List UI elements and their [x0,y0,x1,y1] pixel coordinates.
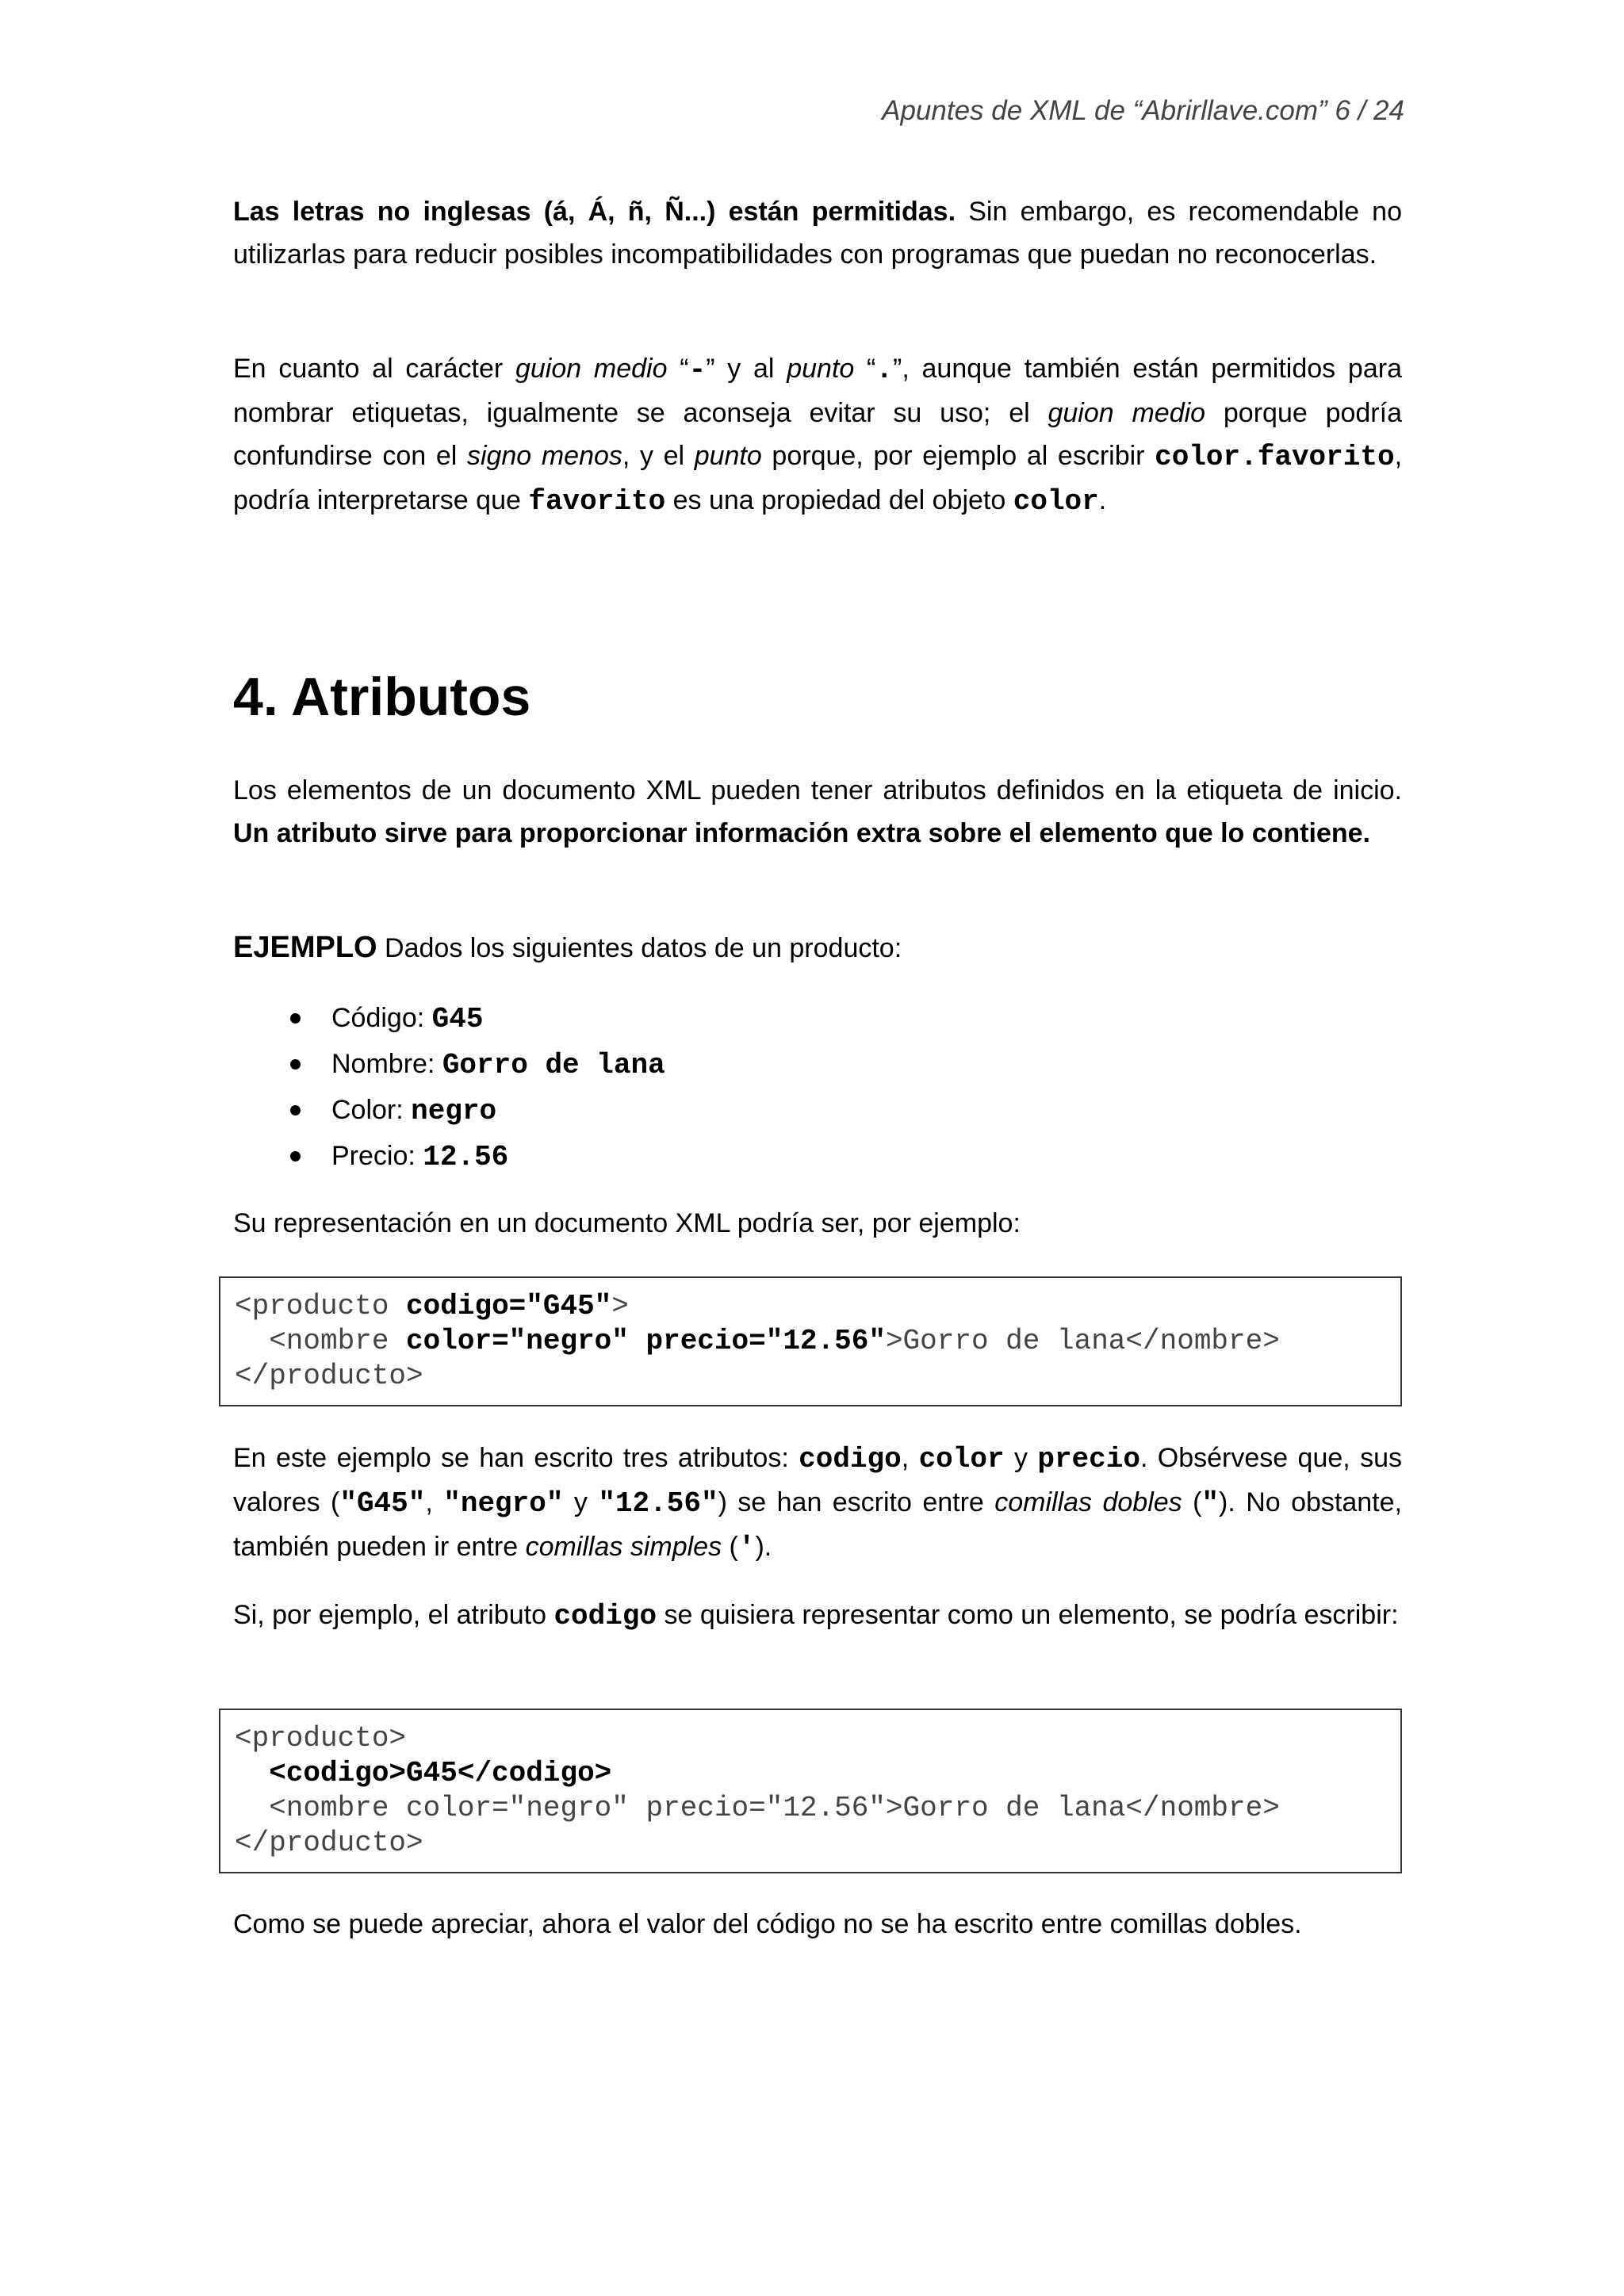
code-text: <producto> [235,1722,407,1755]
text: , [425,1487,444,1517]
code-inline: "12.56" [598,1487,718,1520]
text: Dados los siguientes datos de un producto: [377,933,902,963]
bullet-icon [290,1151,301,1161]
text: y [1004,1443,1038,1473]
page-header [882,95,1404,127]
paragraph-attributes-intro [233,769,1402,855]
italic-term: signo menos [466,441,622,471]
code-text: </producto> [235,1827,423,1859]
item-value: G45 [431,1003,484,1035]
italic-term: comillas simples [525,1532,722,1562]
italic-term: comillas dobles [994,1487,1182,1517]
text: es una propiedad del objeto [665,485,1013,515]
text: . [1098,485,1107,515]
item-value: Gorro de lana [442,1049,665,1081]
code-text: </producto> [235,1360,423,1392]
text: , y el [622,441,695,471]
text: ” y al [706,354,787,384]
list-item [233,1134,1402,1180]
text: En este ejemplo se han escrito tres atributos: [233,1443,799,1473]
paragraph-text: Sin embargo, es recomendable no utilizarlas para reducir posibles incompatibilidades con programas que puedan no reconocerlas. [233,197,1403,270]
code-text: <nombre [235,1325,407,1357]
paragraph-attributes-explained [233,1437,1402,1570]
text: ”, aunque también están permitidos para nombrar etiquetas, igualmente se aconseja evitar su uso; el [233,354,1402,428]
list-item [233,1088,1402,1134]
italic-term: punto [694,441,762,471]
item-value: 12.56 [423,1141,509,1173]
item-label: Color: [331,1095,412,1125]
bullet-icon [290,1105,301,1115]
text: Si, por ejemplo, el atributo [233,1600,554,1630]
section-heading: 4. Atributos [233,667,531,727]
text: Los elementos de un documento XML pueden tener atributos definidos en la etiqueta de inicio. [233,775,1402,806]
list-item [233,996,1402,1042]
code-text: <nombre color="negro" precio="12.56">Gorro de lana</nombre> [235,1792,1280,1824]
code-inline: . [875,354,893,386]
paragraph-representation: Su representación en un documento XML podría ser, por ejemplo: [233,1208,1021,1238]
text: “ [667,354,689,384]
item-label: Código: [331,1003,432,1033]
code-inline: codigo [799,1443,902,1475]
code-inline: color [918,1443,1005,1475]
italic-term: punto [787,354,855,384]
text: . Obsérvese que, sus valores ( [233,1443,1402,1517]
code-inline: "negro" [443,1487,564,1520]
text: ( [1182,1487,1202,1517]
code-inline: color.favorito [1155,441,1395,473]
bold-statement: Un atributo sirve para proporcionar información extra sobre el elemento que lo contiene. [233,818,1370,848]
text: , podría interpretarse que [233,441,1403,515]
ejemplo-label: EJEMPLO [233,931,377,964]
text: ). No obstante, también pueden ir entre [233,1487,1402,1562]
code-text: >Gorro de lana</nombre> [885,1325,1280,1357]
bullet-icon [290,1059,301,1070]
code-inline: codigo [553,1600,657,1632]
code-inline: - [688,354,707,386]
italic-term: guion medio [1048,398,1206,428]
code-bold: color="negro" precio="12.56" [406,1325,886,1357]
code-bold: codigo="G45" [406,1290,612,1322]
text: y [563,1487,599,1517]
code-inline: color [1013,485,1099,518]
text: ) se han escrito entre [718,1487,995,1517]
text: “ [854,354,876,384]
code-inline: precio [1037,1443,1140,1475]
code-inline: " [1201,1487,1220,1520]
text: ). [755,1532,772,1562]
bullet-icon [290,1013,301,1024]
product-data-list [233,996,1402,1180]
paragraph-non-english-letters [233,190,1402,276]
text: ( [722,1532,738,1562]
item-label: Precio: [331,1141,423,1171]
text: , [901,1443,919,1473]
code-inline: favorito [528,485,666,518]
code-text: <producto [235,1290,407,1322]
text: En cuanto al carácter [233,354,515,384]
paragraph-hyphen-dot [233,347,1402,523]
item-value: negro [411,1095,497,1127]
page-number: 6 / 24 [1335,95,1404,126]
text: se quisiera representar como un elemento, se podría escribir: [657,1600,1399,1630]
code-inline: "G45" [339,1487,426,1520]
code-text: > [611,1290,629,1322]
code-block-attributes [219,1276,1402,1406]
code-inline: ' [737,1532,756,1564]
text: porque podría confundirse con el [233,398,1402,471]
list-item [233,1042,1402,1088]
italic-term: guion medio [515,354,668,384]
paragraph-element-alternative [233,1594,1402,1638]
code-block-element [219,1709,1402,1873]
item-label: Nombre: [331,1049,442,1079]
text: porque, por ejemplo al escribir [761,441,1155,471]
header-title: Apuntes de XML de “Abrirllave.com” [882,95,1327,126]
paragraph-conclusion: Como se puede apreciar, ahora el valor del código no se ha escrito entre comillas dobles. [233,1909,1302,1939]
paragraph-ejemplo [233,926,1402,970]
code-bold: <codigo>G45</codigo> [235,1757,612,1789]
bold-statement: Las letras no inglesas (á, Á, ñ, Ñ...) están permitidas. [233,197,956,227]
